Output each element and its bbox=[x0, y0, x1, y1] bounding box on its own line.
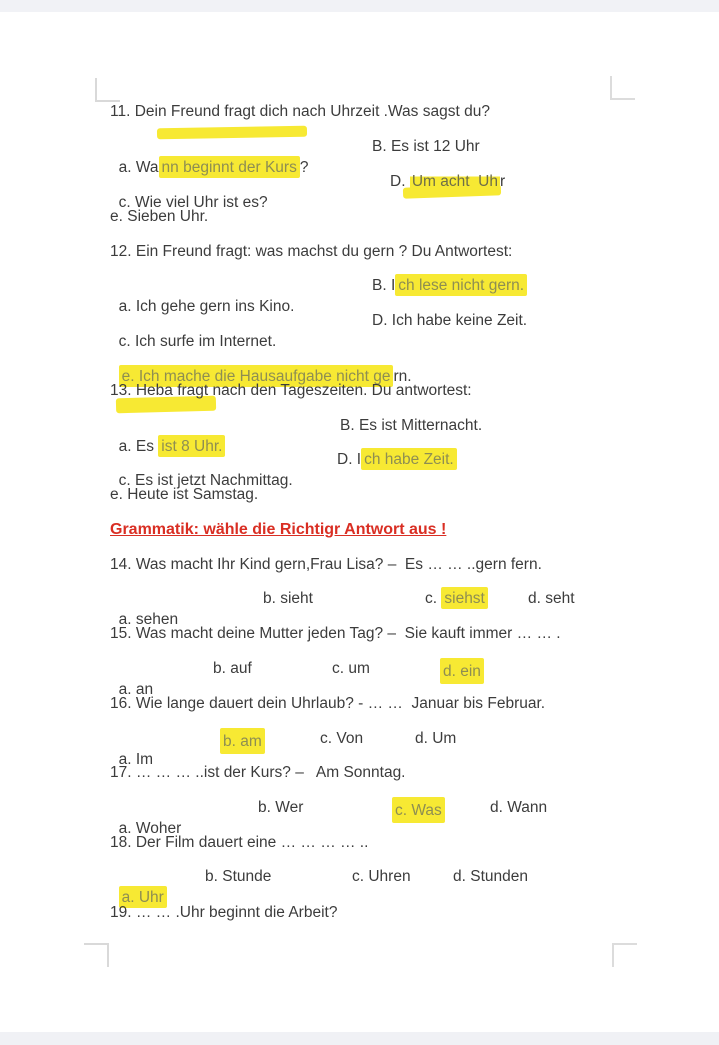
q17-option-d: d. Wann bbox=[490, 799, 548, 816]
q11-prompt bbox=[110, 101, 670, 125]
q15-option-b: b. auf bbox=[213, 660, 252, 677]
highlighted-answer: ch lese nicht gern. bbox=[395, 274, 527, 296]
q15-options bbox=[110, 658, 670, 698]
q13-option-d bbox=[337, 449, 457, 470]
q12-prompt bbox=[110, 241, 670, 265]
q16-options bbox=[110, 728, 670, 768]
q17-options bbox=[110, 797, 670, 837]
option-text: a. Wa bbox=[118, 159, 159, 176]
q15-option-d highlighted-answer: d. ein bbox=[440, 658, 484, 684]
q18-option-b: b. Stunde bbox=[205, 868, 272, 885]
q12-row-e bbox=[110, 345, 670, 385]
crop-mark-bottom-right-icon bbox=[612, 943, 637, 967]
q11-option-b: B. Es ist 12 Uhr bbox=[372, 138, 480, 155]
highlighted-answer: e. Ich mache die Hausaufgabe nicht ge bbox=[119, 365, 394, 387]
highlighted-answer: ch habe Zeit. bbox=[361, 448, 457, 470]
option-text: r bbox=[499, 173, 506, 190]
question-text: 15. Was macht deine Mutter jeden Tag? – Sie kauft immer … … . bbox=[110, 625, 561, 642]
highlighted-answer: siehst bbox=[441, 587, 488, 609]
q13-row-cd bbox=[110, 449, 670, 489]
q15-option-c: c. um bbox=[332, 660, 370, 677]
question-text: 13. Heba fragt nach den Tageszeiten. Du antwortest: bbox=[110, 382, 472, 399]
highlighted-answer: nn beginnt der Kurs bbox=[159, 156, 300, 178]
option-text: B. I bbox=[372, 277, 396, 294]
q15-option-a: a. an bbox=[118, 681, 154, 698]
q14-options bbox=[110, 588, 670, 628]
option-text: D. I bbox=[337, 451, 362, 468]
q12-row-cd bbox=[110, 310, 670, 350]
q19-prompt bbox=[110, 902, 670, 926]
q11-option-e: e. Sieben Uhr. bbox=[110, 208, 209, 225]
option-text: c. bbox=[425, 590, 442, 607]
highlighted-answer: ist 8 Uhr. bbox=[158, 435, 225, 457]
option-text: D. bbox=[390, 173, 410, 190]
q12-option-d: D. Ich habe keine Zeit. bbox=[372, 312, 528, 329]
q18-option-c: c. Uhren bbox=[352, 868, 411, 885]
question-text: 11. Dein Freund fragt dich nach Uhrzeit .Was sagst du? bbox=[110, 103, 490, 120]
q14-option-c bbox=[425, 588, 488, 609]
crop-mark-bottom-left-icon bbox=[84, 943, 109, 967]
crop-mark-top-left-icon bbox=[95, 78, 120, 102]
crop-mark-top-right-icon bbox=[610, 76, 635, 100]
q11-row-e bbox=[110, 206, 670, 230]
q13-option-b: B. Es ist Mitternacht. bbox=[340, 417, 483, 434]
q17-option-b: b. Wer bbox=[258, 799, 304, 816]
q11-row-ab bbox=[110, 136, 670, 176]
q17-option-a: a. Woher bbox=[118, 820, 182, 837]
q15-prompt bbox=[110, 623, 670, 647]
app-chrome-bottom bbox=[0, 1032, 719, 1045]
q12-option-b bbox=[372, 275, 527, 296]
option-text: ? bbox=[299, 159, 309, 176]
q11-row-cd bbox=[110, 171, 670, 211]
highlighted-answer: Um acht Uh bbox=[410, 171, 500, 195]
question-text: 18. Der Film dauert eine … … … … .. bbox=[110, 834, 369, 851]
q16-option-b highlighted-answer: b. am bbox=[220, 728, 265, 754]
q13-option-c: c. Es ist jetzt Nachmittag. bbox=[118, 472, 293, 489]
q12-row-ab bbox=[110, 275, 670, 315]
q12-option-c: c. Ich surfe im Internet. bbox=[118, 333, 277, 350]
q13-prompt bbox=[110, 380, 670, 404]
q17-prompt bbox=[110, 762, 670, 786]
q16-option-c: c. Von bbox=[320, 730, 364, 747]
q16-prompt bbox=[110, 693, 670, 717]
q13-option-e: e. Heute ist Samstag. bbox=[110, 486, 259, 503]
q14-option-b: b. sieht bbox=[263, 590, 313, 607]
q17-option-c highlighted-answer: c. Was bbox=[392, 797, 445, 823]
q14-option-a: a. sehen bbox=[118, 611, 179, 628]
q18-options bbox=[110, 866, 670, 906]
q13-row-e bbox=[110, 484, 670, 508]
option-text: rn. bbox=[393, 368, 412, 385]
q11-option-c: c. Wie viel Uhr ist es? bbox=[118, 194, 268, 211]
question-text: 16. Wie lange dauert dein Uhrlaub? - … … Januar bis Februar. bbox=[110, 695, 546, 712]
q16-option-d: d. Um bbox=[415, 730, 457, 747]
q12-option-a: a. Ich gehe gern ins Kino. bbox=[118, 298, 295, 315]
q14-option-d: d. seht bbox=[528, 590, 575, 607]
q18-option-d: d. Stunden bbox=[453, 868, 528, 885]
q18-prompt bbox=[110, 832, 670, 856]
q13-row-ab bbox=[110, 415, 670, 455]
q11-option-d bbox=[390, 171, 505, 192]
question-text: 14. Was macht Ihr Kind gern,Frau Lisa? – Es … … ..gern fern. bbox=[110, 556, 542, 573]
q18-option-a highlighted-answer: a. Uhr bbox=[119, 886, 167, 908]
question-text: 19. … … .Uhr beginnt die Arbeit? bbox=[110, 904, 338, 921]
section-heading bbox=[110, 519, 670, 543]
question-text: 12. Ein Freund fragt: was machst du gern ? Du Antwortest: bbox=[110, 243, 513, 260]
q14-prompt bbox=[110, 554, 670, 578]
question-text: 17. … … … ..ist der Kurs? – Am Sonntag. bbox=[110, 764, 406, 781]
app-chrome-top bbox=[0, 0, 719, 12]
q16-option-a: a. Im bbox=[118, 751, 154, 768]
option-text: a. Es bbox=[118, 438, 159, 455]
heading-text: Grammatik: wähle die Richtigr Antwort aus ! bbox=[110, 521, 447, 538]
